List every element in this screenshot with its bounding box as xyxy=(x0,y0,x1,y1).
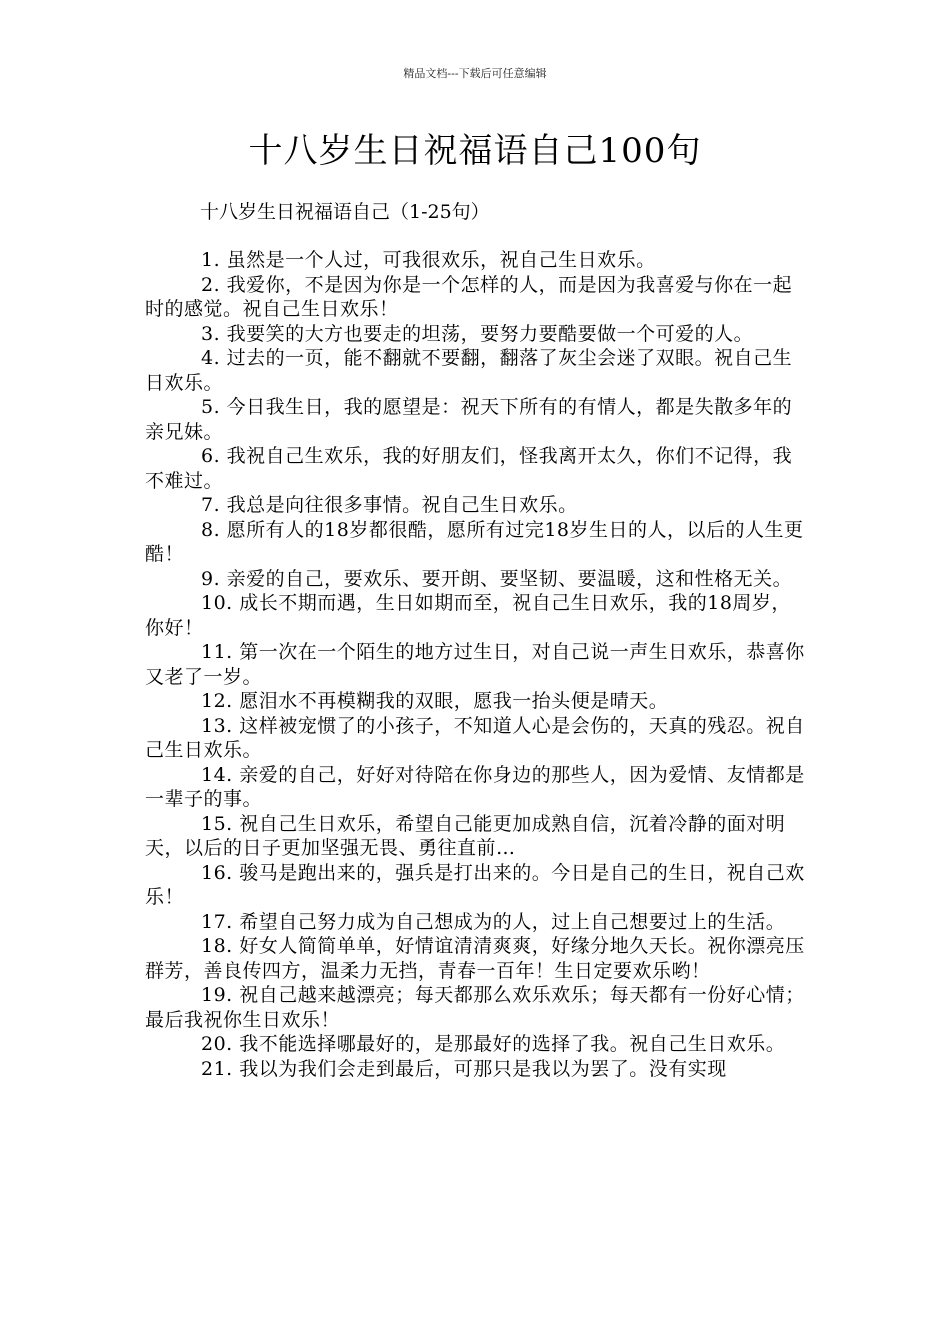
list-item: 6. 我祝自己生欢乐，我的好朋友们，怪我离开太久，你们不记得，我不难过。 xyxy=(145,445,793,492)
section-heading: 十八岁生日祝福语自己（1-25句） xyxy=(200,201,490,223)
list-item: 8. 愿所有人的18岁都很酷，愿所有过完18岁生日的人，以后的人生更酷！ xyxy=(145,518,804,565)
list-item: 4. 过去的一页，能不翻就不要翻，翻落了灰尘会迷了双眼。祝自己生日欢乐。 xyxy=(145,347,793,394)
list-item: 2. 我爱你，不是因为你是一个怎样的人，而是因为我喜爱与你在一起时的感觉。祝自己生日欢乐！ xyxy=(145,273,793,320)
list-item: 9. 亲爱的自己，要欢乐、要开朗、要坚韧、要温暖，这和性格无关。 xyxy=(201,567,793,590)
list-item: 3. 我要笑的大方也要走的坦荡，要努力要酷要做一个可爱的人。 xyxy=(201,322,754,345)
list-item: 13. 这样被宠惯了的小孩子，不知道人心是会伤的，天真的残忍。祝自己生日欢乐。 xyxy=(145,714,805,761)
greeting-list xyxy=(145,248,810,1081)
list-item: 19. 祝自己越来越漂亮；每天都那么欢乐欢乐；每天都有一份好心情；最后我祝你生日欢乐！ xyxy=(145,984,805,1031)
list-item: 10. 成长不期而遇，生日如期而至，祝自己生日欢乐，我的18周岁，你好！ xyxy=(145,592,791,639)
list-item: 18. 好女人简简单单，好情谊清清爽爽，好缘分地久天长。祝你漂亮压群芳，善良传四方，温柔力无挡，青春一百年！生日定要欢乐哟！ xyxy=(145,935,805,982)
list-item: 21. 我以为我们会走到最后，可那只是我以为罢了。没有实现 xyxy=(201,1057,727,1080)
list-item: 15. 祝自己生日欢乐，希望自己能更加成熟自信，沉着冷静的面对明天，以后的日子更加坚强无畏、勇往直前… xyxy=(145,812,786,859)
page-title: 十八岁生日祝福语自己100句 xyxy=(248,131,702,171)
header-note: 精品文档---下载后可任意编辑 xyxy=(403,67,547,80)
list-item: 7. 我总是向往很多事情。祝自己生日欢乐。 xyxy=(201,494,578,516)
list-item: 11. 第一次在一个陌生的地方过生日，对自己说一声生日欢乐，恭喜你又老了一岁。 xyxy=(145,641,805,688)
list-item: 20. 我不能选择哪最好的，是那最好的选择了我。祝自己生日欢乐。 xyxy=(201,1033,786,1055)
list-item: 16. 骏马是跑出来的，强兵是打出来的。今日是自己的生日，祝自己欢乐！ xyxy=(145,861,805,908)
list-item: 1. 虽然是一个人过，可我很欢乐，祝自己生日欢乐。 xyxy=(201,249,656,271)
list-item: 14. 亲爱的自己，好好对待陪在你身边的那些人，因为爱情、友情都是一辈子的事。 xyxy=(145,763,805,810)
list-item: 12. 愿泪水不再模糊我的双眼，愿我一抬头便是晴天。 xyxy=(201,690,669,712)
list-item: 5. 今日我生日，我的愿望是：祝天下所有的有情人，都是失散多年的亲兄妹。 xyxy=(145,396,793,443)
list-item: 17. 希望自己努力成为自己想成为的人，过上自己想要过上的生活。 xyxy=(201,910,786,933)
